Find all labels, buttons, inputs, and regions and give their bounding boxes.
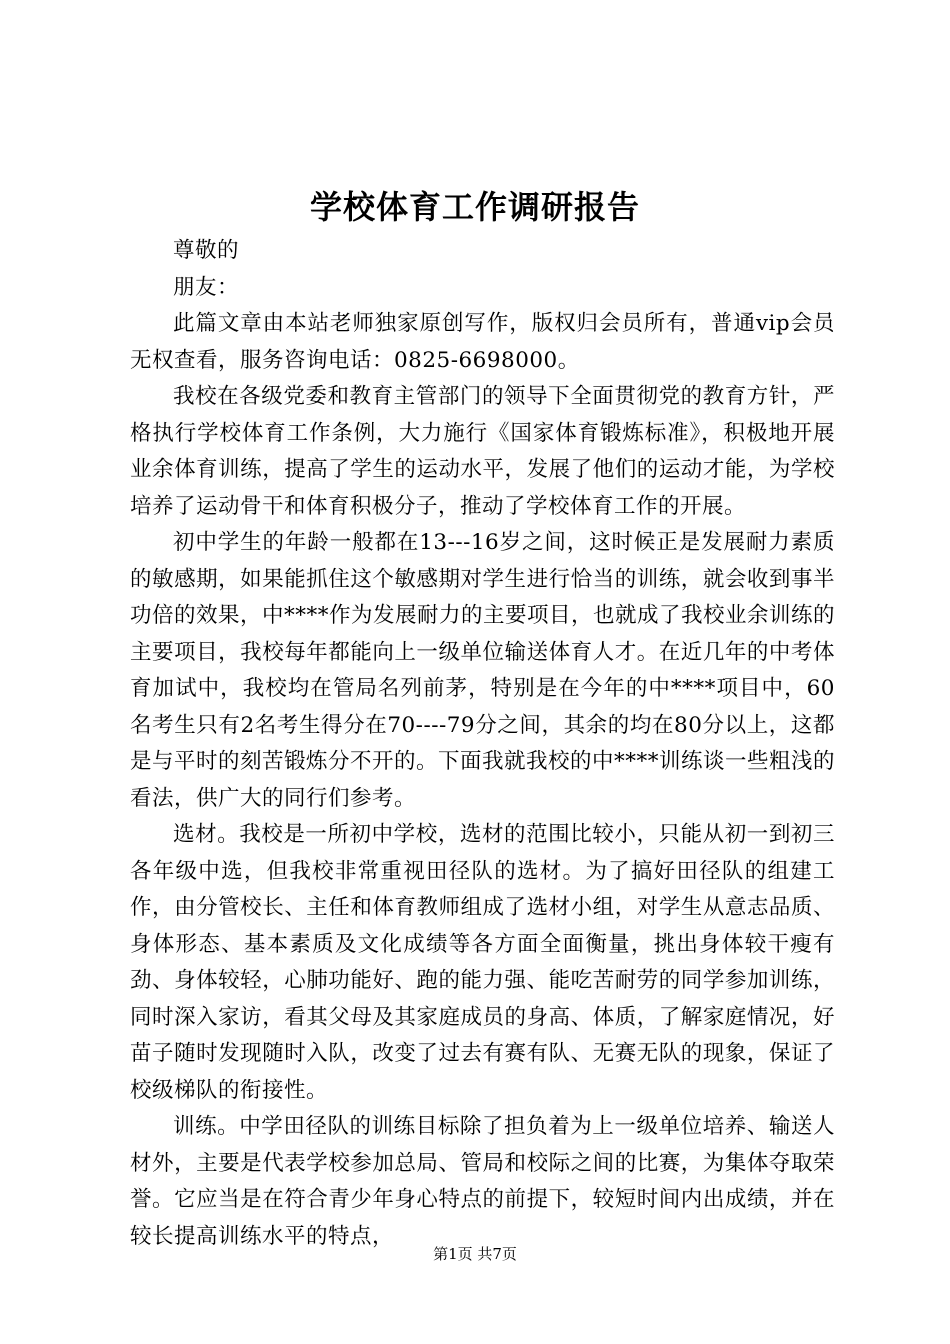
paragraph-training: 训练。中学田径队的训练目标除了担负着为上一级单位培养、输送人材外，主要是代表学校参加总局、管局和校际之间的比赛，为集体夺取荣誉。它应当是在符合青少年身心特点的前提下，较短时间内出成绩，并在较长提高训练水平的特点， <box>130 1114 835 1249</box>
paragraph-endurance-training: 初中学生的年龄一般都在13---16岁之间，这时候正是发展耐力素质的敏感期，如果能抓住这个敏感期对学生进行恰当的训练，就会收到事半功倍的效果，中****作为发展耐力的主要项目，也就成了我校业余训练的主要项目，我校每年都能向上一级单位输送体育人才。在近几年的中考体育加试中，我校均在管局名列前茅，特别是在今年的中****项目中，60名考生只有2名考生得分在70----79分之间，其余的均在80分以上，这都是与平时的刻苦锻炼分不开的。下面我就我校的中****训练谈一些粗浅的看法，供广大的同行们参考。 <box>130 530 836 811</box>
salutation-line-2: 朋友： <box>173 274 240 300</box>
paragraph-copyright-notice: 此篇文章由本站老师独家原创写作，版权归会员所有，普通vip会员无权查看，服务咨询电话：0825-6698000。 <box>130 311 835 373</box>
paragraph-introduction: 我校在各级党委和教育主管部门的领导下全面贯彻党的教育方针，严格执行学校体育工作条例，大力施行《国家体育锻炼标准》，积极地开展业余体育训练，提高了学生的运动水平，发展了他们的运动才能，为学校培养了运动骨干和体育积极分子，推动了学校体育工作的开展。 <box>130 384 835 519</box>
document-body <box>130 233 835 1255</box>
salutation-line-1: 尊敬的 <box>173 238 240 263</box>
paragraph-selection: 选材。我校是一所初中学校，选材的范围比较小，只能从初一到初三各年级中选，但我校非常重视田径队的选材。为了搞好田径队的组建工作，由分管校长、主任和体育教师组成了选材小组，对学生从意志品质、身体形态、基本素质及文化成绩等各方面全面衡量，挑出身体较干瘦有劲、身体较轻，心肺功能好、跑的能力强、能吃苦耐劳的同学参加训练，同时深入家访，看其父母及其家庭成员的身高、体质，了解家庭情况，好苗子随时发现随时入队，改变了过去有赛有队、无赛无队的现象，保证了校级梯队的衔接性。 <box>130 822 835 1103</box>
document-title: 学校体育工作调研报告 <box>309 188 640 226</box>
page-number-footer: 第1页 共7页 <box>433 1245 517 1263</box>
